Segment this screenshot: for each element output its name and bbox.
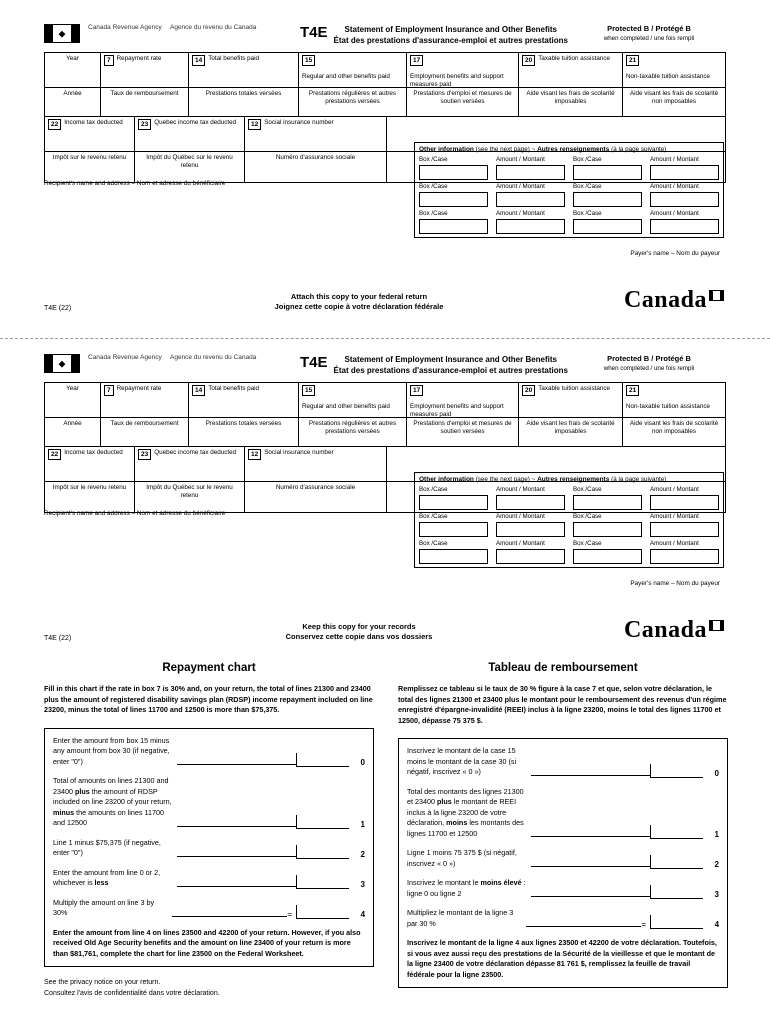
leader-line (531, 895, 651, 897)
chart-amount-input[interactable] (650, 764, 703, 778)
chart-line-number: 0 (714, 768, 719, 778)
slip-row-1-fr (45, 88, 725, 117)
payer-name-label: Payer's name – Nom du payeur (630, 580, 720, 587)
box-year[interactable]: Year (45, 53, 101, 87)
slip-row-1 (45, 383, 725, 418)
chart-line-text: Multipliez le montant de la ligne 3 par 30 % (407, 908, 514, 928)
slip-copy-2 (44, 352, 724, 587)
box-14-fr: Prestations totales versées (189, 88, 299, 116)
agency-name-en: Canada Revenue Agency (88, 354, 162, 361)
other-info-col-box-2: Box /Case (569, 486, 646, 513)
box-17-fr: Prestations d'emploi et mesures de soutien versées (407, 88, 519, 116)
other-info-box-input[interactable] (419, 495, 488, 510)
leader-line (177, 855, 297, 857)
leader-line (531, 774, 651, 776)
slip-copy-1 (44, 22, 724, 257)
recipient-name-address-label: Recipient's name and address – Nom et adresse du bénéficiaire (44, 180, 226, 187)
chart-line-number: 1 (714, 830, 719, 839)
chart-line-row (53, 736, 365, 768)
box-15-regular-benefits[interactable]: 15Regular and other benefits paid (299, 53, 407, 87)
other-info-headers-2 (415, 513, 723, 540)
other-info-col-amount-5: Amount / Montant (492, 540, 569, 567)
box-21-nontaxable-tuition[interactable]: 21Non-taxable tuition assistance (626, 387, 711, 410)
box-15-fr: Prestations régulières et autres prestations versées (299, 88, 407, 116)
leader-line (526, 925, 641, 927)
box-22-income-tax[interactable]: 22 Income tax deducted (45, 447, 135, 481)
leader-line (531, 835, 651, 837)
chart-line-row (53, 776, 365, 829)
leader-line (177, 825, 297, 827)
flag-leaf-glyph: ◆ (58, 28, 66, 38)
other-info-col-box-1: Box /Case (415, 156, 492, 183)
other-info-headers-3 (415, 540, 723, 567)
chart-amount-input[interactable] (296, 845, 349, 859)
agency-name-en: Canada Revenue Agency (88, 24, 162, 31)
repayment-chart-en (44, 662, 374, 988)
slip-title (328, 354, 574, 376)
chart-amount-input[interactable] (650, 855, 703, 869)
other-information-title: Other information (see the next page) ~ Autres renseignements (à la page suivante) (419, 146, 667, 153)
privacy-notice-en: See the privacy notice on your return. (44, 979, 161, 986)
box-year-fr: Année (45, 88, 101, 116)
chart-line-row (53, 838, 365, 859)
box-14-total-benefits[interactable]: 14 Total benefits paid (189, 383, 299, 417)
box-7-repayment-rate[interactable]: 7 Repayment rate (101, 383, 189, 417)
chart-amount-input[interactable] (296, 753, 349, 767)
chart-line-number: 1 (360, 819, 365, 829)
box-22-fr: Impôt sur le revenu retenu (45, 482, 135, 512)
copy-2-footer (44, 618, 724, 642)
slip-code: T4E (300, 24, 328, 41)
other-info-col-amount-6: Amount / Montant (646, 210, 723, 237)
other-info-col-box-6: Box /Case (569, 210, 646, 237)
repayment-chart-intro-fr: Remplissez ce tableau si le taux de 30 % figure à la case 7 et que, selon votre déclaration, le total des lignes 21300 et 23400 plus le montant pour le remboursement des revenus d'un régime enregistré d'épargne-invalidité (REEI) inclus à la ligne 23200, moins le total des lignes 11700 et 12500, dépasse 75 375 $. (398, 684, 727, 725)
other-info-note-fr: (à la page suivante) (611, 476, 667, 483)
copy-2-instructions (124, 622, 594, 642)
other-info-col-box-3: Box /Case (415, 513, 492, 540)
box-23-fr: Impôt du Québec sur le revenu retenu (135, 152, 245, 182)
other-information-title: Other information (see the next page) ~ Autres renseignements (à la page suivante) (419, 476, 667, 483)
payer-name-label: Payer's name – Nom du payeur (630, 250, 720, 257)
box-21-fr: Aide visant les frais de scolarité non imposables (629, 90, 719, 105)
slip-title-fr: État des prestations d'assurance-emploi et autres prestations (333, 366, 568, 375)
wordmark-flag-icon (709, 620, 724, 631)
form-id-2: T4E (22) (44, 635, 72, 642)
chart-line-row (407, 878, 719, 899)
other-info-col-box-5: Box /Case (415, 540, 492, 567)
other-info-box-input[interactable] (419, 219, 488, 234)
box-21-fr: Aide visant les frais de scolarité non imposables (629, 420, 719, 435)
box-7-repayment-rate[interactable]: 7 Repayment rate (101, 53, 189, 87)
other-info-amount-input[interactable] (650, 549, 719, 564)
chart-line-text: Total of amounts on lines 21300 and 23400 plus the amount of RDSP included on line 23200 of your return, minus the amounts on lines 11700 and 12500 (53, 776, 172, 827)
slip-row-1-fr (45, 418, 725, 447)
repayment-chart-box-fr (398, 738, 728, 988)
agency-name-fr: Agence du revenu du Canada (170, 354, 257, 361)
other-information-panel (414, 472, 724, 568)
other-info-box-input[interactable] (419, 165, 488, 180)
chart-line-text: Line 1 minus $75,375 (if negative, enter "0") (53, 837, 161, 857)
recipient-name-address-label: Recipient's name and address – Nom et adresse du bénéficiaire (44, 510, 226, 517)
other-info-amount-input[interactable] (650, 192, 719, 207)
chart-line-row (407, 908, 719, 929)
other-info-col-amount-4: Amount / Montant (646, 183, 723, 210)
canada-wordmark: Canada (594, 288, 724, 312)
box-22-income-tax[interactable]: 22 Income tax deducted (45, 117, 135, 151)
canada-flag-icon (44, 24, 80, 43)
chart-line-row (53, 898, 365, 919)
other-info-headers-3 (415, 210, 723, 237)
other-info-headers-1 (415, 486, 723, 513)
copy-1-instructions (124, 292, 594, 312)
wordmark-flag-icon (709, 290, 724, 301)
other-info-box-input[interactable] (573, 192, 642, 207)
box-20-fr: Aide visant les frais de scolarité imposables (519, 88, 623, 116)
other-info-amount-input[interactable] (496, 192, 565, 207)
box-12-fr: Numéro d'assurance sociale (245, 152, 387, 182)
leader-line (531, 865, 651, 867)
copy-separator (0, 338, 770, 339)
box-12-sin[interactable]: 12 Social insurance number (245, 447, 387, 481)
slip-header-2 (44, 352, 724, 382)
other-info-amount-input[interactable] (496, 165, 565, 180)
protected-sub: when completed / une fois rempli (603, 365, 695, 372)
chart-line-text: Ligne 1 moins 75 375 $ (si négatif, inscrivez « 0 ») (407, 848, 517, 868)
chart-amount-input[interactable] (296, 905, 349, 919)
agency-name-fr-wrap (170, 354, 298, 362)
chart-amount-input[interactable] (650, 885, 703, 899)
box-23-fr: Impôt du Québec sur le revenu retenu (135, 482, 245, 512)
chart-amount-input[interactable] (650, 825, 703, 839)
other-info-box-input[interactable] (573, 219, 642, 234)
chart-line-row (53, 868, 365, 889)
box-year-fr: Année (45, 418, 101, 446)
leader-line (177, 885, 297, 887)
other-info-amount-input[interactable] (496, 495, 565, 510)
privacy-notice (44, 978, 220, 999)
flag-leaf-glyph: ◆ (58, 358, 66, 368)
other-info-col-amount-4: Amount / Montant (646, 513, 723, 540)
box-15-regular-benefits[interactable]: 15Regular and other benefits paid (299, 383, 407, 417)
repayment-chart-footer-fr: Inscrivez le montant de la ligne 4 aux lignes 23500 et 42200 de votre déclaration. Toutefois, si vous avez aussi reçu des prestations de la Sécurité de la vieillesse et que le montant de la ligne 23400 de votre déclaration dépasse 81 761 $, remplissez la feuille de travail fédérale pour la ligne 23500. (407, 938, 717, 979)
other-information-panel (414, 142, 724, 238)
box-12-fr: Numéro d'assurance sociale (245, 482, 387, 512)
box-20-taxable-tuition[interactable]: 20 Taxable tuition assistance (519, 383, 623, 417)
protected-sub: when completed / une fois rempli (603, 35, 695, 42)
chart-amount-input[interactable] (296, 815, 349, 829)
chart-line-row (407, 746, 719, 778)
other-info-col-box-3: Box /Case (415, 183, 492, 210)
slip-row-1 (45, 53, 725, 88)
other-info-amount-input[interactable] (496, 522, 565, 537)
box-17-fr: Prestations d'emploi et mesures de soutien versées (407, 418, 519, 446)
slip-header (44, 22, 724, 52)
other-info-col-box-4: Box /Case (569, 513, 646, 540)
other-info-col-box-1: Box /Case (415, 486, 492, 513)
other-info-headers-2 (415, 183, 723, 210)
other-info-col-amount-6: Amount / Montant (646, 540, 723, 567)
other-info-col-amount-2: Amount / Montant (646, 486, 723, 513)
chart-line-row (407, 848, 719, 869)
other-info-col-amount-3: Amount / Montant (492, 513, 569, 540)
box-14-total-benefits[interactable]: 14 Total benefits paid (189, 53, 299, 87)
other-info-box-input[interactable] (573, 165, 642, 180)
repayment-chart-intro-en: Fill in this chart if the rate in box 7 is 30% and, on your return, the total of lines 21300 and 23400 plus the amount of registered disability savings plan (RDSP) income repayment included on line 23200, minus the total of lines 11700 and 12500 is more than $75,375. (44, 684, 373, 714)
other-info-amount-input[interactable] (496, 549, 565, 564)
chart-line-text: Inscrivez le montant le moins élevé : ligne 0 ou ligne 2 (407, 878, 526, 898)
chart-line-text: Enter the amount from box 15 minus any amount from box 30 (if negative, enter "0") (53, 735, 170, 766)
box-17-employment-benefits[interactable]: 17Employment benefits and support measures paid (407, 383, 519, 417)
box-22-fr: Impôt sur le revenu retenu (45, 152, 135, 182)
chart-line-number: 4 (360, 909, 366, 919)
agency-name-fr: Agence du revenu du Canada (170, 24, 257, 31)
leader-line (177, 763, 297, 765)
repayment-chart-heading-en: Repayment chart (162, 662, 256, 674)
leader-line (172, 915, 287, 917)
other-info-note-en: (see the next page) (475, 476, 530, 483)
repayment-chart-fr (398, 662, 728, 988)
box-23-quebec-tax[interactable]: 23 Quebec income tax deducted (135, 447, 245, 481)
canada-flag-icon (44, 354, 80, 373)
protected-main: Protected B / Protégé B (607, 354, 691, 363)
chart-line-number: 0 (360, 758, 365, 767)
canada-wordmark: Canada (594, 618, 724, 642)
slip-title-en: Statement of Employment Insurance and Other Benefits (344, 355, 557, 364)
copy-1-instruction-fr: Joignez cette copie à votre déclaration fédérale (274, 302, 444, 311)
other-info-box-input[interactable] (573, 495, 642, 510)
box-17-employment-benefits[interactable]: 17Employment benefits and support measures paid (407, 53, 519, 87)
repayment-chart-footer-en: Enter the amount from line 4 on lines 23500 and 42200 of your return. However, if you also received Old Age Security benefits and the amount on line 23400 of your return is more than $81,761, complete the chart for line 23500 on the Federal Worksheet. (53, 927, 361, 958)
other-info-col-box-5: Box /Case (415, 210, 492, 237)
box-12-sin[interactable]: 12 Social insurance number (245, 117, 387, 151)
equals-sign: = (287, 909, 293, 919)
other-info-amount-input[interactable] (650, 495, 719, 510)
box-14-fr: Prestations totales versées (189, 418, 299, 446)
protected-marking (574, 24, 724, 44)
chart-amount-input[interactable] (650, 915, 703, 929)
box-15-fr: Prestations régulières et autres prestations versées (299, 418, 407, 446)
chart-line-text: Inscrivez le montant de la case 15 moins le montant de la case 30 (si négatif, inscrivez « 0 ») (407, 746, 517, 776)
other-info-note-fr: (à la page suivante) (611, 146, 667, 153)
chart-line-text: Enter the amount from line 0 or 2, whichever is less (53, 867, 161, 887)
other-info-box-input[interactable] (419, 549, 488, 564)
slip-code: T4E (300, 354, 328, 371)
other-info-col-amount-2: Amount / Montant (646, 156, 723, 183)
other-info-note-en: (see the next page) (475, 146, 530, 153)
copy-2-instruction-en: Keep this copy for your records (302, 622, 416, 631)
box-7-fr: Taux de remboursement (101, 418, 189, 446)
equals-sign: = (641, 920, 647, 929)
chart-amount-input[interactable] (296, 875, 349, 889)
repayment-chart-box-en (44, 728, 374, 968)
box-7-fr: Taux de remboursement (101, 88, 189, 116)
other-info-title-fr: Autres renseignements (537, 146, 610, 153)
other-info-title-en: Other information (419, 476, 474, 483)
box-23-quebec-tax[interactable]: 23 Quebec income tax deducted (135, 117, 245, 151)
box-20-fr: Aide visant les frais de scolarité imposables (519, 418, 623, 446)
slip-title (328, 24, 574, 46)
repayment-charts (44, 662, 728, 988)
other-info-box-input[interactable] (419, 192, 488, 207)
other-info-box-input[interactable] (573, 522, 642, 537)
chart-line-number: 4 (714, 920, 720, 929)
other-info-box-input[interactable] (573, 549, 642, 564)
other-info-amount-input[interactable] (650, 219, 719, 234)
chart-line-row (407, 787, 719, 840)
other-info-col-amount-1: Amount / Montant (492, 156, 569, 183)
other-info-box-input[interactable] (419, 522, 488, 537)
copy-1-footer (44, 288, 724, 312)
box-year[interactable]: Year (45, 383, 101, 417)
repayment-chart-heading-fr: Tableau de remboursement (488, 662, 638, 674)
other-info-col-box-2: Box /Case (569, 156, 646, 183)
other-info-headers-1 (415, 156, 723, 183)
copy-2-instruction-fr: Conservez cette copie dans vos dossiers (285, 632, 433, 641)
other-info-col-box-6: Box /Case (569, 540, 646, 567)
chart-line-number: 2 (714, 860, 719, 869)
other-info-amount-input[interactable] (650, 522, 719, 537)
other-info-title-en: Other information (419, 146, 474, 153)
box-20-taxable-tuition[interactable]: 20 Taxable tuition assistance (519, 53, 623, 87)
slip-title-fr: État des prestations d'assurance-emploi et autres prestations (333, 36, 568, 45)
agency-name-fr-wrap (170, 24, 298, 32)
copy-1-instruction-en: Attach this copy to your federal return (290, 292, 428, 301)
box-21-nontaxable-tuition[interactable]: 21Non-taxable tuition assistance (626, 57, 711, 80)
other-info-title-fr: Autres renseignements (537, 476, 610, 483)
chart-line-number: 3 (360, 879, 365, 889)
other-info-col-amount-3: Amount / Montant (492, 183, 569, 210)
chart-line-number: 3 (714, 890, 719, 899)
other-info-amount-input[interactable] (650, 165, 719, 180)
chart-line-text: Multiply the amount on line 3 by 30% (53, 897, 155, 917)
protected-marking (574, 354, 724, 374)
slip-title-en: Statement of Employment Insurance and Other Benefits (344, 25, 557, 34)
privacy-notice-fr: Consultez l'avis de confidentialité dans votre déclaration. (44, 989, 220, 997)
other-info-col-amount-1: Amount / Montant (492, 486, 569, 513)
chart-line-text: Total des montants des lignes 21300 et 23400 plus le montant de REEI inclus à la ligne 23200 de votre déclaration, moins les montants des lignes 11700 et 12500 (407, 786, 524, 838)
form-id-1: T4E (22) (44, 305, 72, 312)
other-info-amount-input[interactable] (496, 219, 565, 234)
protected-main: Protected B / Protégé B (607, 24, 691, 33)
other-info-col-amount-5: Amount / Montant (492, 210, 569, 237)
other-info-col-box-4: Box /Case (569, 183, 646, 210)
chart-line-number: 2 (360, 849, 365, 859)
